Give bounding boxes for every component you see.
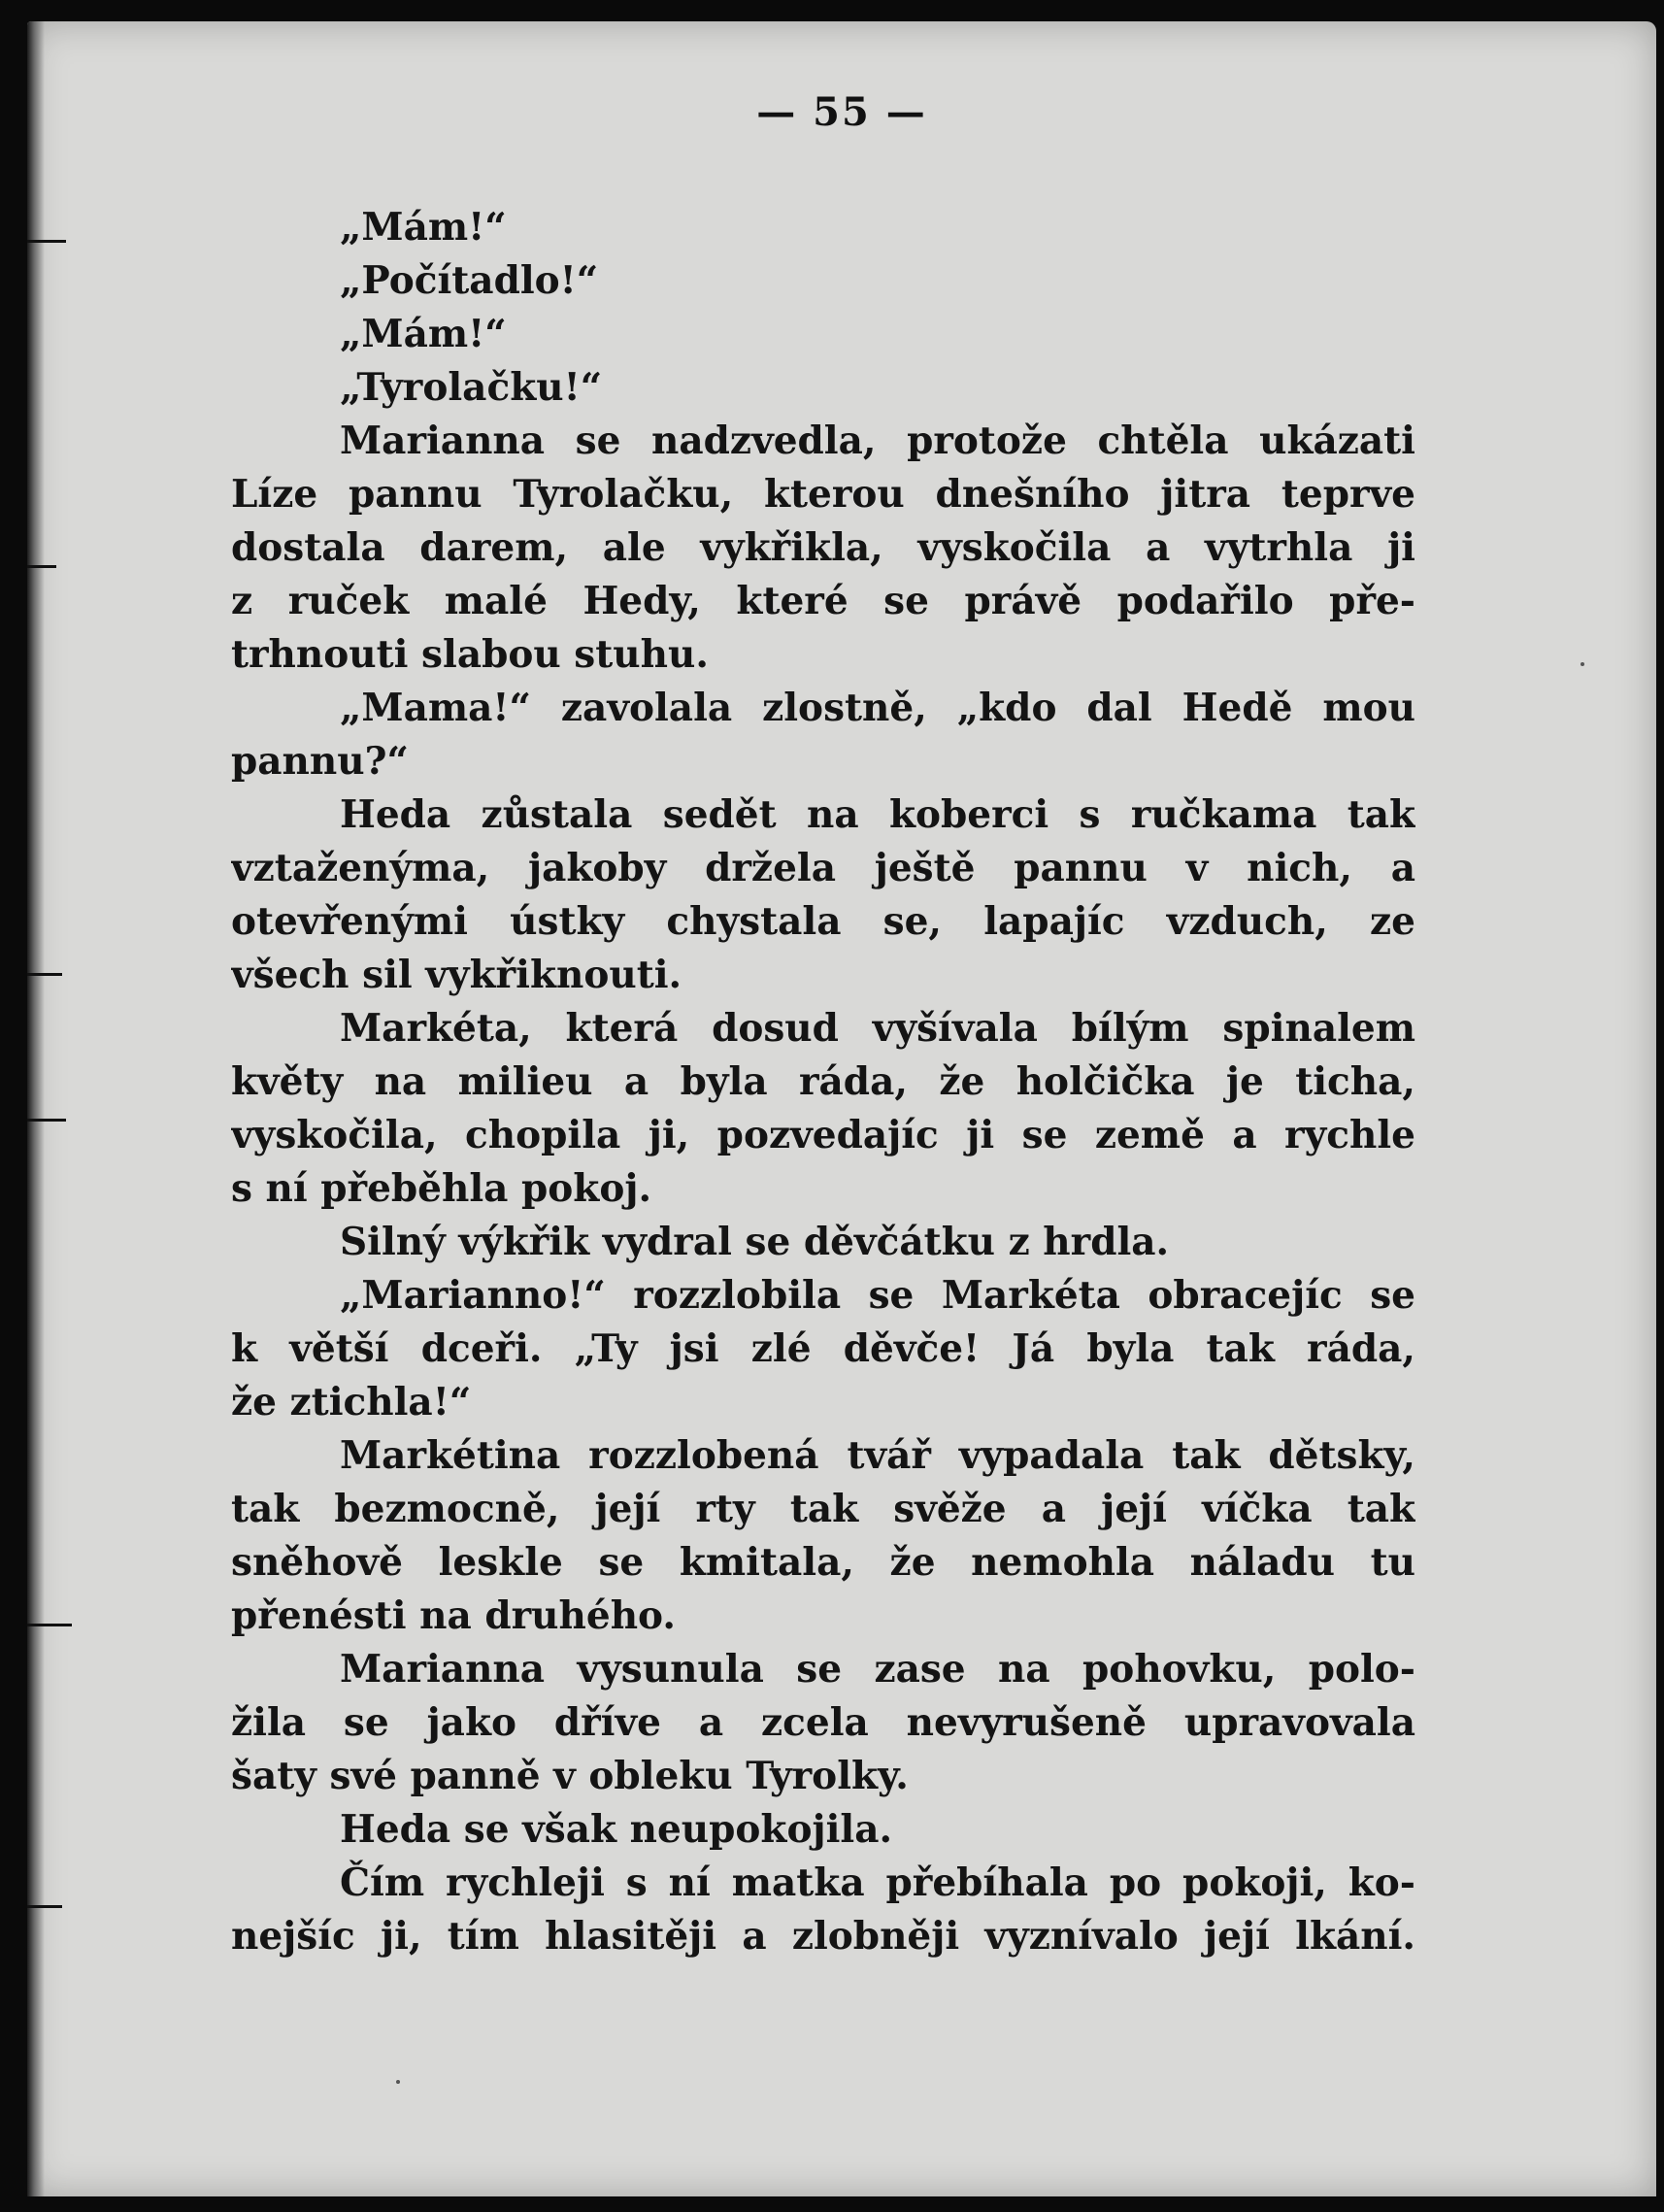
text-line: šaty své panně v obleku Tyrolky. xyxy=(231,1754,909,1798)
book-page xyxy=(27,21,1656,2196)
page-binding-shadow xyxy=(27,21,45,2196)
text-line: dostala darem, ale vykřikla, vyskočila a vytrhla ji xyxy=(231,525,1415,570)
text-line: „Mám!“ xyxy=(340,205,507,250)
text-line: Heda zůstala sedět na koberci s ručkama tak xyxy=(340,792,1415,837)
text-line: k větší dceři. „Ty jsi zlé děvče! Já byla tak ráda, xyxy=(231,1326,1415,1371)
text-line: vyskočila, chopila ji, pozvedajíc ji se země a rychle xyxy=(231,1113,1415,1157)
text-line: Heda se však neupokojila. xyxy=(340,1807,893,1852)
edge-mark xyxy=(27,1119,66,1122)
edge-mark xyxy=(27,240,66,243)
text-line: „Mama!“ zavolala zlostně, „kdo dal Hedě mou xyxy=(340,686,1415,730)
text-line: vztaženýma, jakoby držela ještě pannu v nich, a xyxy=(231,846,1415,890)
edge-mark xyxy=(27,1624,72,1626)
text-line: „Mám!“ xyxy=(340,312,507,356)
paper-speck xyxy=(396,2080,400,2084)
edge-mark xyxy=(27,1905,62,1908)
text-line: přenésti na druhého. xyxy=(231,1593,676,1638)
text-line: Marianna se nadzvedla, protože chtěla ukázati xyxy=(340,419,1415,463)
text-line: otevřenými ústky chystala se, lapajíc vzduch, ze xyxy=(231,899,1415,944)
text-line: Silný výkřik vydral se děvčátku z hrdla. xyxy=(340,1220,1170,1264)
text-line: Markéta, která dosud vyšívala bílým spinalem xyxy=(340,1006,1415,1051)
edge-mark xyxy=(27,565,56,568)
edge-mark xyxy=(27,973,62,976)
paper-speck xyxy=(1581,662,1584,666)
text-line: všech sil vykřiknouti. xyxy=(231,953,682,997)
page-number: — 55 — xyxy=(756,89,927,135)
text-line: že ztichla!“ xyxy=(231,1380,472,1424)
text-line: Čím rychleji s ní matka přebíhala po pokoji, ko- xyxy=(340,1860,1415,1905)
text-line: „Marianno!“ rozzlobila se Markéta obracejíc se xyxy=(340,1273,1415,1318)
text-line: sněhově leskle se kmitala, že nemohla náladu tu xyxy=(231,1540,1415,1585)
text-line: Líze pannu Tyrolačku, kterou dnešního jitra teprve xyxy=(231,472,1415,517)
text-line: pannu?“ xyxy=(231,739,409,784)
text-line: Marianna vysunula se zase na pohovku, polo- xyxy=(340,1647,1415,1692)
text-line: žila se jako dříve a zcela nevyrušeně upravovala xyxy=(231,1700,1415,1745)
text-line: s ní přeběhla pokoj. xyxy=(231,1166,652,1211)
text-line: tak bezmocně, její rty tak svěže a její víčka tak xyxy=(231,1487,1415,1531)
text-line: květy na milieu a byla ráda, že holčička je ticha, xyxy=(231,1059,1415,1104)
text-line: Markétina rozzlobená tvář vypadala tak dětsky, xyxy=(340,1433,1415,1478)
text-line: nejšíc ji, tím hlasitěji a zlobněji vyznívalo její lkání. xyxy=(231,1914,1415,1959)
text-line: „Tyrolačku!“ xyxy=(340,365,603,410)
text-line: trhnouti slabou stuhu. xyxy=(231,632,709,677)
page-text xyxy=(231,201,1415,1963)
text-line: z ruček malé Hedy, které se právě podařilo pře- xyxy=(231,579,1415,623)
text-line: „Počítadlo!“ xyxy=(340,258,599,303)
